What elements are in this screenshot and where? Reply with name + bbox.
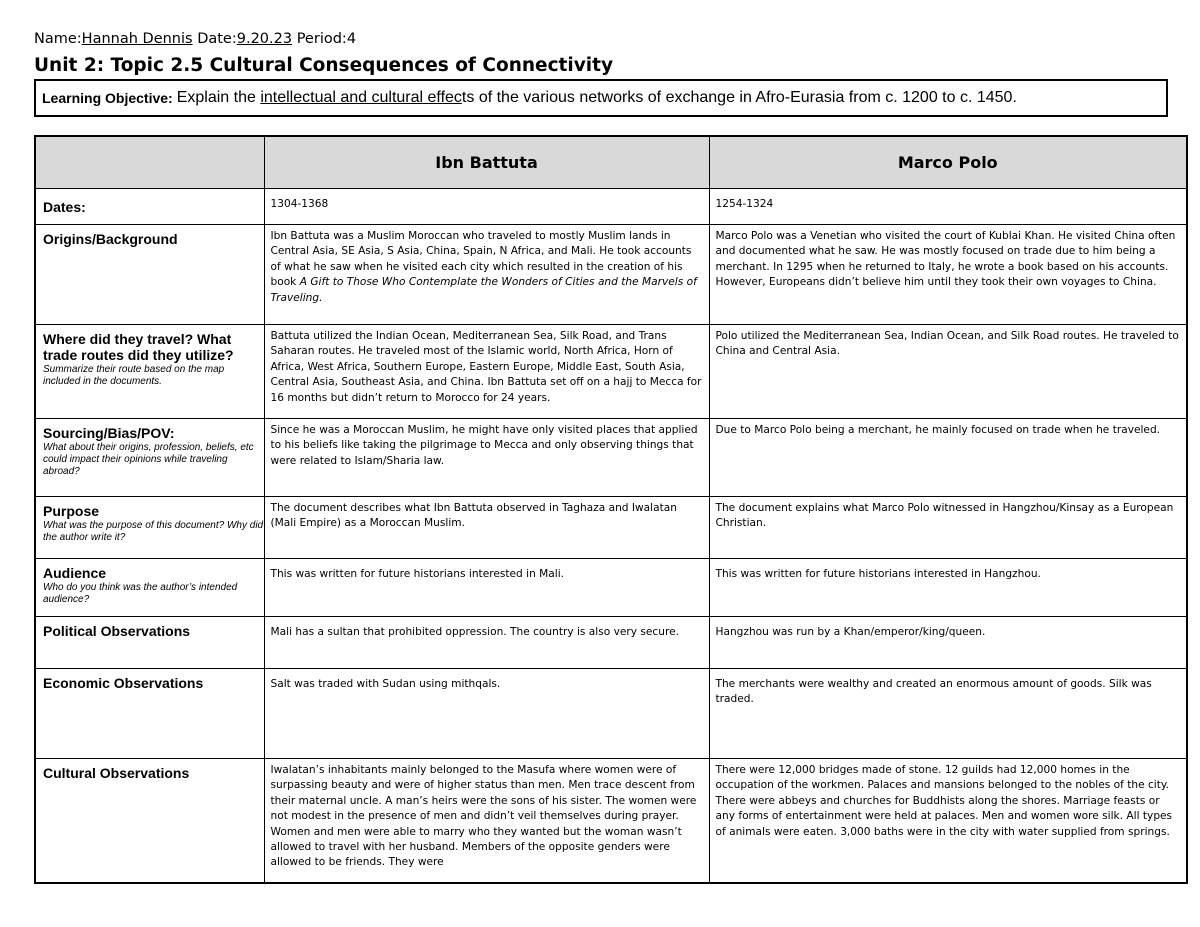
- ibn-cell: The document describes what Ibn Battuta observed in Taghaza and Iwalatan (Mali Empire) as a Moroccan Muslim.: [264, 497, 709, 559]
- marco-cell: This was written for future historians interested in Hangzhou.: [709, 559, 1187, 617]
- row-label-sub: Who do you think was the author’s intended audience?: [43, 582, 238, 605]
- learning-objective-text: [177, 89, 1017, 107]
- row-label: [35, 189, 264, 225]
- ibn-cell: Since he was a Moroccan Muslim, he might have only visited places that applied to his beliefs like taking the pilgrimage to Mecca and only observing things that were related to Islam/Sharia law.: [264, 419, 709, 497]
- row-label-main: Purpose: [43, 503, 100, 519]
- ibn-cell: Salt was traded with Sudan using mithqals.: [264, 669, 709, 759]
- row-label-main: Dates:: [43, 199, 86, 215]
- page-title: Unit 2: Topic 2.5 Cultural Consequences of Connectivity: [34, 55, 614, 76]
- row-label-sub: What was the purpose of this document? Why did the author write it?: [43, 520, 264, 543]
- row-label: [35, 497, 264, 559]
- marco-cell: Marco Polo was a Venetian who visited the court of Kublai Khan. He visited China often and documented what he saw. He was mostly focused on trade due to him being a merchant. In 1295 when he returned to Italy, he wrote a book based on his accounts. However, Europeans didn’t believe him until they took their own voyages to China.: [709, 225, 1187, 325]
- ibn-cell: 1304-1368: [264, 189, 709, 225]
- date-value: 9.20.23: [236, 31, 293, 47]
- row-label-sub: What about their origins, profession, beliefs, etc could impact their opinions while traveling abroad?: [43, 442, 254, 477]
- ibn-cell: This was written for future historians interested in Mali.: [264, 559, 709, 617]
- table-row: [35, 617, 1187, 669]
- row-label: [35, 617, 264, 669]
- row-label: [35, 669, 264, 759]
- lo-text-end: ts of the various networks of exchange in Afro-Eurasia from c. 1200 to c. 1450.: [461, 89, 1017, 106]
- ibn-cell: Mali has a sultan that prohibited oppression. The country is also very secure.: [264, 617, 709, 669]
- row-label: [35, 759, 264, 883]
- row-label-main: Economic Observations: [43, 675, 204, 691]
- name-label: Name:: [34, 31, 82, 47]
- row-label-main: Origins/Background: [43, 231, 178, 247]
- row-label-main: Political Observations: [43, 623, 191, 639]
- header-ibn-battuta: Ibn Battuta: [264, 136, 709, 189]
- ibn-cell: Battuta utilized the Indian Ocean, Mediterranean Sea, Silk Road, and Trans Saharan routes. He traveled most of the Islamic world, North Africa, Horn of Africa, West Africa, Southern Europe, Eastern Europe, Middle East, South Asia, Central Asia, Southeast Asia, and China. Ibn Battuta set off on a hajj to Mecca for 16 months but didn’t return to Morocco for 24 years.: [264, 325, 709, 419]
- row-label-main: Audience: [43, 565, 107, 581]
- ibn-cell: [264, 225, 709, 325]
- row-label-main: Where did they travel? What trade routes did they utilize?: [43, 331, 234, 363]
- period-label: Period:: [296, 31, 347, 47]
- marco-cell: There were 12,000 bridges made of stone. 12 guilds had 12,000 homes in the occupation of the workmen. Palaces and mansions belonged to the nobles of the city. There were abbeys and churches for Buddhists along the shores. Marriage feasts or any forms of entertainment were held at palaces. Men and women wore silk. All types of animals were eaten. 3,000 baths were in the city with water supplied from springs.: [709, 759, 1187, 883]
- row-label-sub: Summarize their route based on the map included in the documents.: [43, 364, 225, 387]
- row-label: [35, 325, 264, 419]
- marco-cell: 1254-1324: [709, 189, 1187, 225]
- table-row: [35, 759, 1187, 883]
- marco-cell: The document explains what Marco Polo witnessed in Hangzhou/Kinsay as a European Christian.: [709, 497, 1187, 559]
- table-row: [35, 559, 1187, 617]
- marco-cell: Polo utilized the Mediterranean Sea, Indian Ocean, and Silk Road routes. He traveled to China and Central Asia.: [709, 325, 1187, 419]
- table-header-row: [35, 136, 1187, 189]
- table-row: [35, 225, 1187, 325]
- lo-text-start: Explain the: [176, 89, 261, 106]
- learning-objective-box: [34, 79, 1168, 117]
- row-label-main: Cultural Observations: [43, 765, 190, 781]
- date-label: Date:: [197, 31, 237, 47]
- table-row: [35, 325, 1187, 419]
- period-value: 4: [346, 31, 357, 47]
- student-name: Hannah Dennis: [81, 31, 193, 47]
- row-label: [35, 419, 264, 497]
- row-label-main: Sourcing/Bias/POV:: [43, 425, 175, 441]
- marco-cell: Due to Marco Polo being a merchant, he mainly focused on trade when he traveled.: [709, 419, 1187, 497]
- learning-objective-label: Learning Objective:: [42, 90, 173, 106]
- row-label: [35, 559, 264, 617]
- ibn-book-title: A Gift to Those Who Contemplate the Wonders of Cities and the Marvels of Traveling.: [270, 276, 697, 304]
- comparison-table: [34, 135, 1188, 884]
- header-blank: [35, 136, 264, 189]
- row-label: [35, 225, 264, 325]
- ibn-origins-text: Ibn Battuta was a Muslim Moroccan who traveled to mostly Muslim lands in Central Asia, SE Asia, S Asia, China, Spain, N Africa, and Mali. He took accounts of what he saw when he visited each city which resulted in the creation of his book: [270, 230, 692, 289]
- header-marco-polo: Marco Polo: [709, 136, 1187, 189]
- ibn-cell: Iwalatan’s inhabitants mainly belonged to the Masufa where women were of surpassing beauty and were of higher status than men. Men trace descent from their maternal uncle. A man’s heirs were the sons of his sister. The women were not modest in the presence of men and didn’t veil themselves during prayer. Women and men were able to marry who they wanted but the woman wasn’t allowed to travel with her husband. Members of the opposite genders were allowed to be friends. They were: [264, 759, 709, 883]
- table-row: [35, 497, 1187, 559]
- marco-cell: Hangzhou was run by a Khan/emperor/king/queen.: [709, 617, 1187, 669]
- marco-cell: The merchants were wealthy and created an enormous amount of goods. Silk was traded.: [709, 669, 1187, 759]
- student-info-line: [34, 31, 356, 47]
- table-row: [35, 669, 1187, 759]
- table-row: [35, 189, 1187, 225]
- table-row: [35, 419, 1187, 497]
- lo-text-underlined: intellectual and cultural effec: [260, 89, 462, 106]
